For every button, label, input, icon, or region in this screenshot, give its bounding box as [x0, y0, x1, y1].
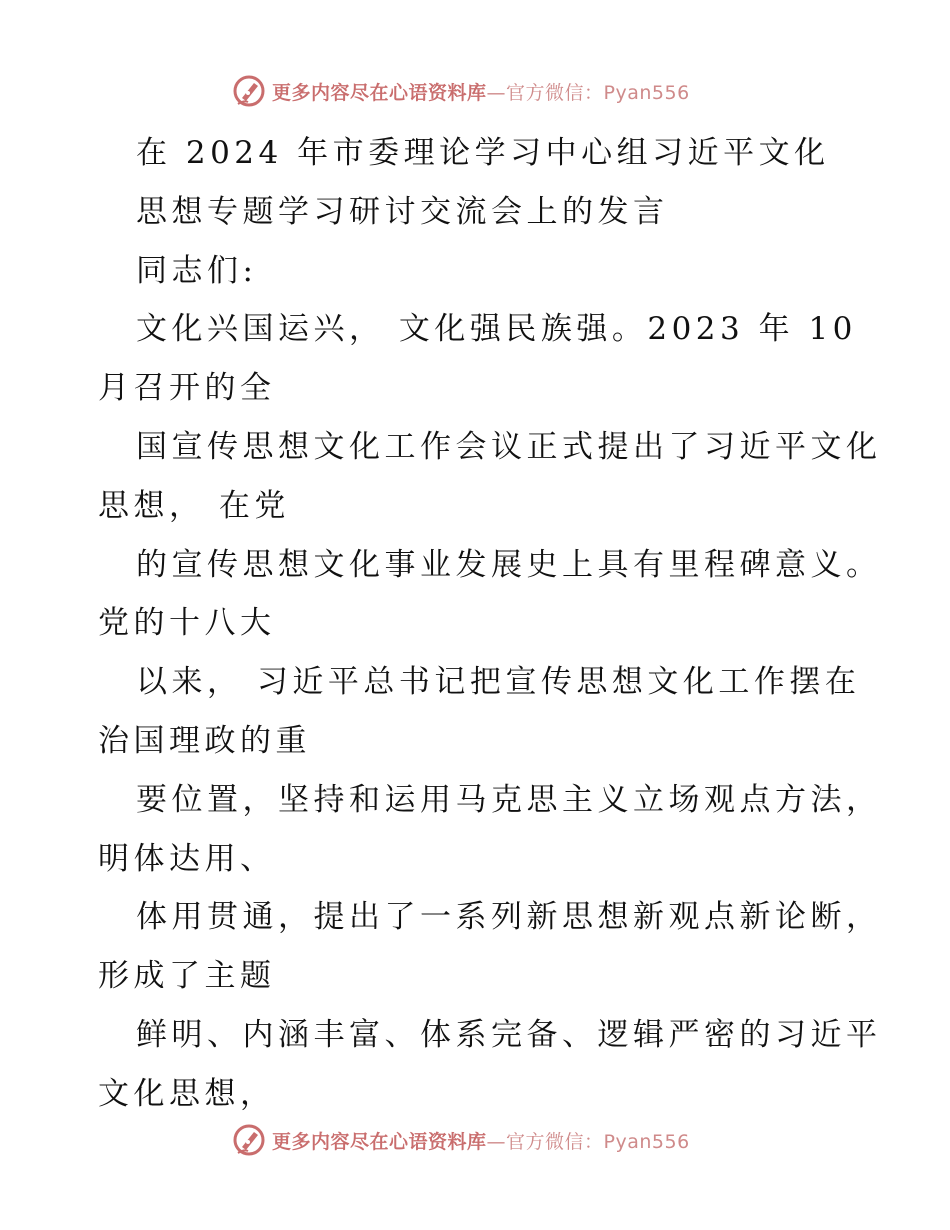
pen-nib-logo-icon — [232, 74, 266, 108]
watermark-prefix: 更多内容尽在心语资料库 — [272, 1130, 487, 1153]
title-line-2: 思想专题学习研讨交流会上的发言 — [136, 193, 669, 230]
header-watermark — [232, 71, 690, 111]
pen-nib-logo-icon — [232, 1123, 266, 1157]
title-line-1: 在 2024 年市委理论学习中心组习近平文化 — [136, 135, 830, 171]
paragraph-line: 形成了主题 — [98, 958, 276, 995]
footer-watermark — [232, 1120, 690, 1160]
watermark-dash: — — [486, 81, 507, 104]
watermark-suffix: 官方微信：Pyan556 — [506, 1130, 690, 1153]
paragraph-line: 的宣传思想文化事业发展史上具有里程碑意义。 — [136, 546, 882, 583]
paragraph-line: 思想， 在党 — [98, 487, 290, 524]
document-body — [98, 124, 882, 1124]
paragraph-line: 要位置，坚持和运用马克思主义立场观点方法， — [136, 781, 882, 818]
watermark-suffix: 官方微信：Pyan556 — [506, 81, 690, 104]
paragraph-line: 党的十八大 — [98, 605, 276, 642]
salutation: 同志们: — [136, 252, 258, 289]
paragraph-line: 治国理政的重 — [98, 722, 311, 759]
paragraph-line: 文化兴国运兴， 文化强民族强。2023 年 10 — [136, 311, 857, 348]
paragraph-line: 明体达用、 — [98, 840, 276, 877]
paragraph-line: 月召开的全 — [98, 370, 276, 407]
paragraph-line: 以来， 习近平总书记把宣传思想文化工作摆在 — [136, 664, 861, 701]
watermark-dash: — — [486, 1130, 507, 1153]
watermark-text — [272, 78, 690, 105]
watermark-text — [272, 1127, 690, 1154]
watermark-prefix: 更多内容尽在心语资料库 — [272, 81, 487, 104]
paragraph-line: 体用贯通，提出了一系列新思想新观点新论断， — [136, 899, 882, 936]
paragraph-line: 文化思想， — [98, 1075, 276, 1112]
paragraph-line: 鲜明、内涵丰富、体系完备、逻辑严密的习近平 — [136, 1016, 882, 1053]
paragraph-line: 国宣传思想文化工作会议正式提出了习近平文化 — [136, 428, 882, 465]
